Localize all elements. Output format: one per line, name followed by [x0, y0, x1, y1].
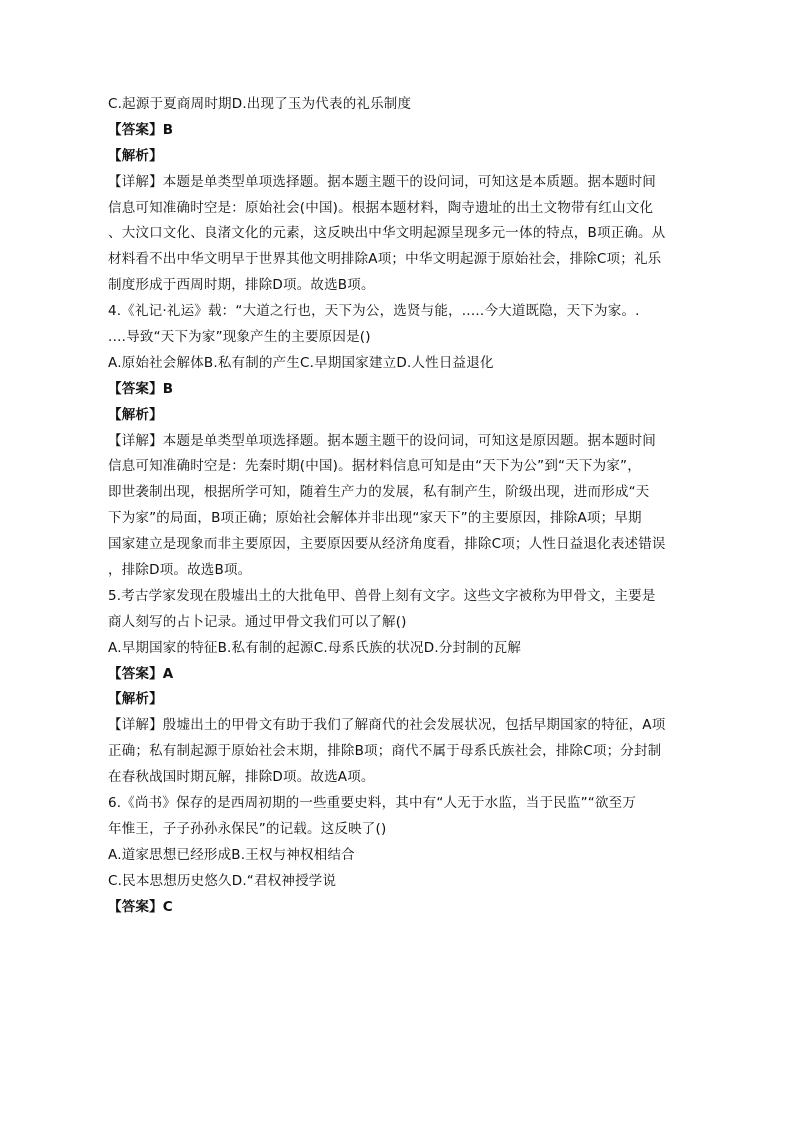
text-line: ，排除D项。故选B项。 — [108, 562, 252, 579]
text-line: A.原始社会解体B.私有制的产生C.早期国家建立D.人性日益退化 — [108, 354, 494, 371]
text-line: 、大汶口文化、良渚文化的元素，这反映出中华文明起源呈现多元一体的特点，B项正确。从 — [108, 225, 666, 242]
text-line: C.民本思想历史悠久D.“君权神授学说 — [108, 872, 337, 889]
text-line: 【答案】B — [108, 380, 174, 397]
text-line: 【详解】本题是单类型单项选择题。据本题主题干的设问词，可知这是本质题。据本题时间 — [108, 173, 656, 190]
text-line: 材料看不出中华文明早于世界其他文明排除A项；中华文明起源于原始社会，排除C项；礼乐 — [108, 251, 662, 268]
text-line: 年惟王，子子孙孙永保民”的记载。这反映了() — [108, 820, 387, 837]
text-line: 信息可知准确时空是：先秦时期(中国)。据材料信息可知是由“天下为公”到“天下为家”， — [108, 458, 641, 475]
text-line: 【答案】B — [108, 121, 174, 138]
text-line: 6.《尚书》保存的是西周初期的一些重要史料，其中有“人无于水监，当于民监”“欲至万 — [108, 795, 637, 812]
text-line: 制度形成于西周时期，排除D项。故选B项。 — [108, 277, 375, 294]
text-line: 【详解】殷墟出土的甲骨文有助于我们了解商代的社会发展状况，包括早期国家的特征，A项 — [108, 717, 666, 734]
text-line: 【答案】C — [108, 898, 173, 915]
text-line: 下为家”的局面，B项正确；原始社会解体并非出现“家天下”的主要原因，排除A项；早期 — [108, 510, 642, 527]
text-line: 即世袭制出现，根据所学可知，随着生产力的发展，私有制产生，阶级出现，进而形成“天 — [108, 484, 650, 501]
text-line: 【答案】A — [108, 665, 174, 682]
text-line: .…导致“天下为家”现象产生的主要原因是() — [108, 329, 371, 346]
text-line: 4.《礼记·礼运》载：“大道之行也，天下为公，选贤与能，..…今大道既隐，天下为家。. — [108, 303, 640, 320]
text-line: 正确；私有制起源于原始社会末期，排除B项；商代不属于母系氏族社会，排除C项；分封制 — [108, 743, 662, 760]
text-line: 【解析】 — [108, 406, 163, 423]
text-line: 商人刻写的占卜记录。通过甲骨文我们可以了解() — [108, 613, 407, 630]
text-line: 【解析】 — [108, 147, 163, 164]
text-line: A.道家思想已经形成B.王权与神权相结合 — [108, 846, 355, 863]
text-line: 5.考古学家发现在殷墟出土的大批龟甲、兽骨上刻有文字。这些文字被称为甲骨文，主要是 — [108, 587, 656, 604]
text-line: 信息可知准确时空是：原始社会(中国)。根据本题材料，陶寺遗址的出土文物带有红山文化 — [108, 199, 654, 216]
document-body — [108, 92, 698, 921]
text-line: 【详解】本题是单类型单项选择题。据本题主题干的设问词，可知这是原因题。据本题时间 — [108, 432, 656, 449]
text-line: A.早期国家的特征B.私有制的起源C.母系氏族的状况D.分封制的瓦解 — [108, 639, 522, 656]
text-line: 国家建立是现象而非主要原因，主要原因要从经济角度看，排除C项；人性日益退化表述错误 — [108, 536, 666, 553]
text-line: 在春秋战国时期瓦解，排除D项。故选A项。 — [108, 769, 375, 786]
text-line: 【解析】 — [108, 691, 163, 708]
text-line: C.起源于夏商周时期D.出现了玉为代表的礼乐制度 — [108, 96, 412, 112]
